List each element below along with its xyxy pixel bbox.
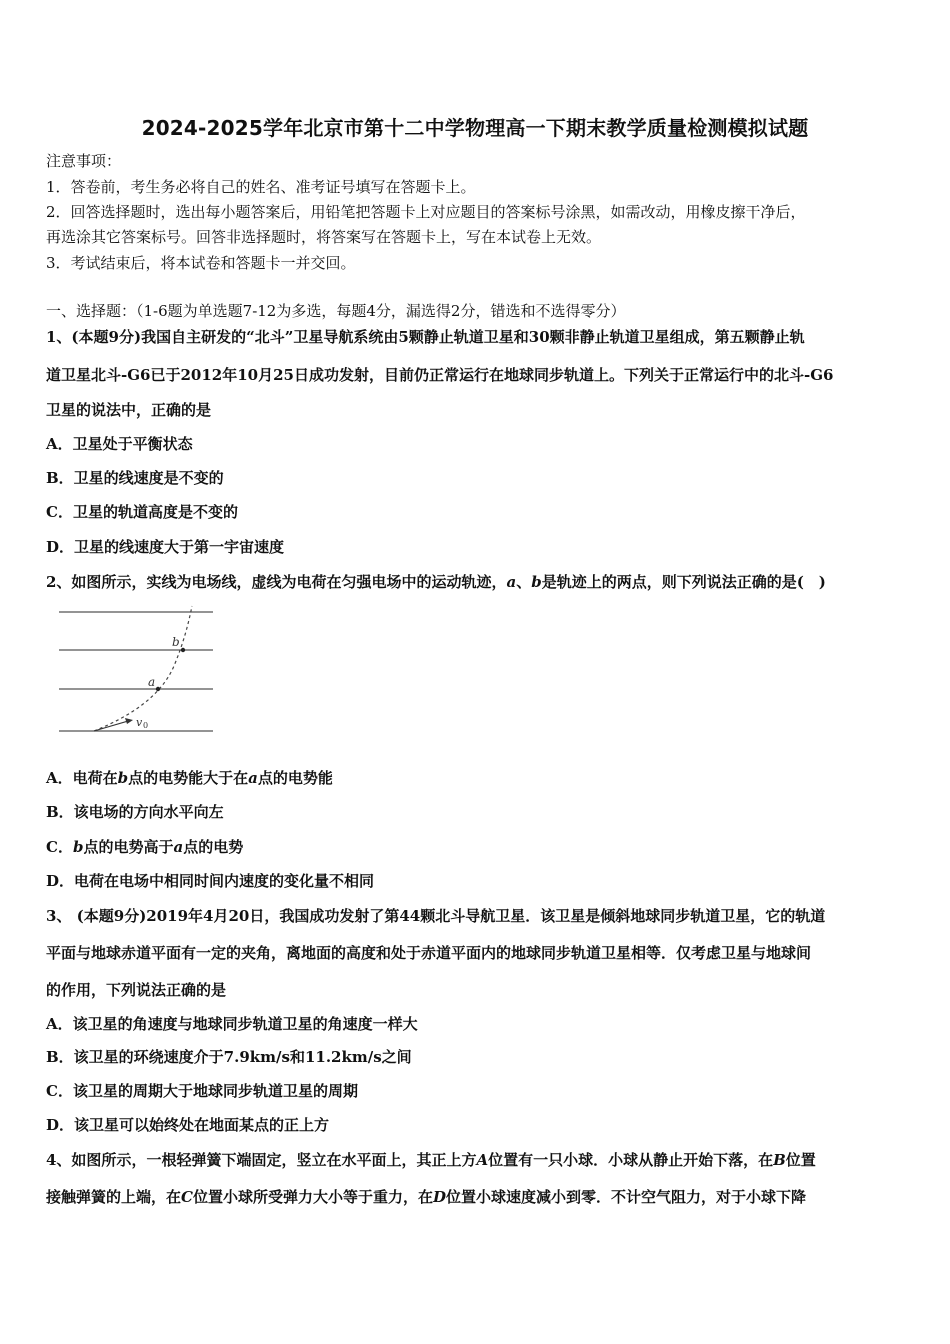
velocity-arrowhead xyxy=(125,718,133,724)
q2-var-b: b xyxy=(531,573,542,591)
q2c-var: a xyxy=(173,838,184,856)
notice-item: 3．考试结束后，将本试卷和答题卡一并交回。 xyxy=(46,254,356,272)
q2c-var: b xyxy=(72,838,84,856)
question-1-option-a: A．卫星处于平衡状态 xyxy=(46,435,193,453)
q2c-pre: C． xyxy=(46,838,73,856)
q2a-var: b xyxy=(117,769,129,787)
section-heading: 一、选择题：（1-6题为单选题7-12为多选，每题4分，漏选得2分，错选和不选得零分） xyxy=(46,302,626,320)
question-1-text: 道卫星北斗-G6已于2012年10月25日成功发射，目前仍正常运行在地球同步轨道上。下列关于正常运行中的北斗-G6 xyxy=(46,366,834,384)
question-3-option-d: D．该卫星可以始终处在地面某点的正上方 xyxy=(46,1116,330,1134)
q2a-mid: 点的电势能大于在 xyxy=(128,769,249,787)
q4-var-c: C xyxy=(181,1188,193,1206)
q2-text-pre: 2、如图所示，实线为电场线，虚线为电荷在匀强电场中的运动轨迹， xyxy=(46,573,507,591)
question-2-option-c xyxy=(46,837,243,857)
electric-field-figure xyxy=(56,604,216,738)
point-a xyxy=(156,687,160,691)
q2a-pre: A．电荷在 xyxy=(46,769,118,787)
question-3-option-a: A．该卫星的角速度与地球同步轨道卫星的角速度一样大 xyxy=(46,1015,418,1033)
q2a-post: 点的电势能 xyxy=(257,769,333,787)
question-1-text: 卫星的说法中，正确的是 xyxy=(46,401,212,419)
notice-item: 1．答卷前，考生务必将自己的姓名、准考证号填写在答题卡上。 xyxy=(46,178,476,196)
question-3-text: 3、 (本题9分)2019年4月20日，我国成功发射了第44颗北斗导航卫星．该卫星是倾斜地球同步轨道卫星，它的轨道 xyxy=(46,907,826,925)
notice-item: 再选涂其它答案标号。回答非选择题时，将答案写在答题卡上，写在本试卷上无效。 xyxy=(46,228,602,246)
question-4-text xyxy=(46,1150,816,1170)
question-2-option-d: D．电荷在电场中相同时间内速度的变化量不相同 xyxy=(46,872,375,890)
trajectory-curve xyxy=(94,606,192,731)
question-3-option-b: B．该卫星的环绕速度介于7.9km/s和11.2km/s之间 xyxy=(46,1048,412,1066)
q2c-mid: 点的电势高于 xyxy=(83,838,174,856)
q4-l1-p3: 位置 xyxy=(785,1151,816,1169)
q2a-var: a xyxy=(248,769,258,787)
question-2-option-a xyxy=(46,768,333,788)
q4-l2-p1: 接触弹簧的上端，在 xyxy=(46,1188,182,1206)
question-2-option-b: B．该电场的方向水平向左 xyxy=(46,803,224,821)
point-b xyxy=(181,648,185,652)
q4-l1-p2: 位置有一只小球．小球从静止开始下落，在 xyxy=(488,1151,774,1169)
q4-l2-p3: 位置小球速度减小到零．不计空气阻力，对于小球下降 xyxy=(446,1188,807,1206)
question-3-option-c: C．该卫星的周期大于地球同步轨道卫星的周期 xyxy=(46,1082,358,1100)
question-1-text: 1、(本题9分)我国自主研发的“北斗”卫星导航系统由5颗静止轨道卫星和30颗非静止轨道卫星组成，第五颗静止轨 xyxy=(46,328,805,346)
q2-sep: 、 xyxy=(516,573,532,591)
notice-heading: 注意事项： xyxy=(46,152,122,170)
q4-l1-p1: 4、如图所示，一根轻弹簧下端固定，竖立在水平面上，其正上方 xyxy=(46,1151,477,1169)
question-1-option-c: C．卫星的轨道高度是不变的 xyxy=(46,503,238,521)
question-1-option-d: D．卫星的线速度大于第一宇宙速度 xyxy=(46,538,285,556)
q4-var-b: B xyxy=(773,1151,786,1169)
question-3-text: 的作用，下列说法正确的是 xyxy=(46,981,227,999)
q4-var-a: A xyxy=(476,1151,489,1169)
velocity-arrow xyxy=(94,721,128,731)
label-v0-subscript: 0 xyxy=(143,721,149,730)
question-3-text: 平面与地球赤道平面有一定的夹角，离地面的高度和处于赤道平面内的地球同步轨道卫星相等．仅考虑卫星与地球间 xyxy=(46,944,812,962)
q2c-post: 点的电势 xyxy=(183,838,244,856)
question-4-text xyxy=(46,1187,806,1207)
notice-item: 2．回答选择题时，选出每小题答案后，用铅笔把答题卡上对应题目的答案标号涂黑，如需改动，用橡皮擦干净后， xyxy=(46,203,806,221)
label-b: b xyxy=(172,635,180,649)
label-v0: v xyxy=(136,716,143,729)
q2-var-a: a xyxy=(506,573,517,591)
question-2-text xyxy=(46,572,826,592)
q4-l2-p2: 位置小球所受弹力大小等于重力，在 xyxy=(192,1188,433,1206)
page-title: 2024-2025学年北京市第十二中学物理高一下期末教学质量检测模拟试题 xyxy=(141,116,809,140)
label-a: a xyxy=(148,675,156,689)
q2-text-post: 是轨迹上的两点，则下列说法正确的是( ) xyxy=(541,573,826,591)
question-1-option-b: B．卫星的线速度是不变的 xyxy=(46,469,224,487)
q4-var-d: D xyxy=(432,1188,446,1206)
